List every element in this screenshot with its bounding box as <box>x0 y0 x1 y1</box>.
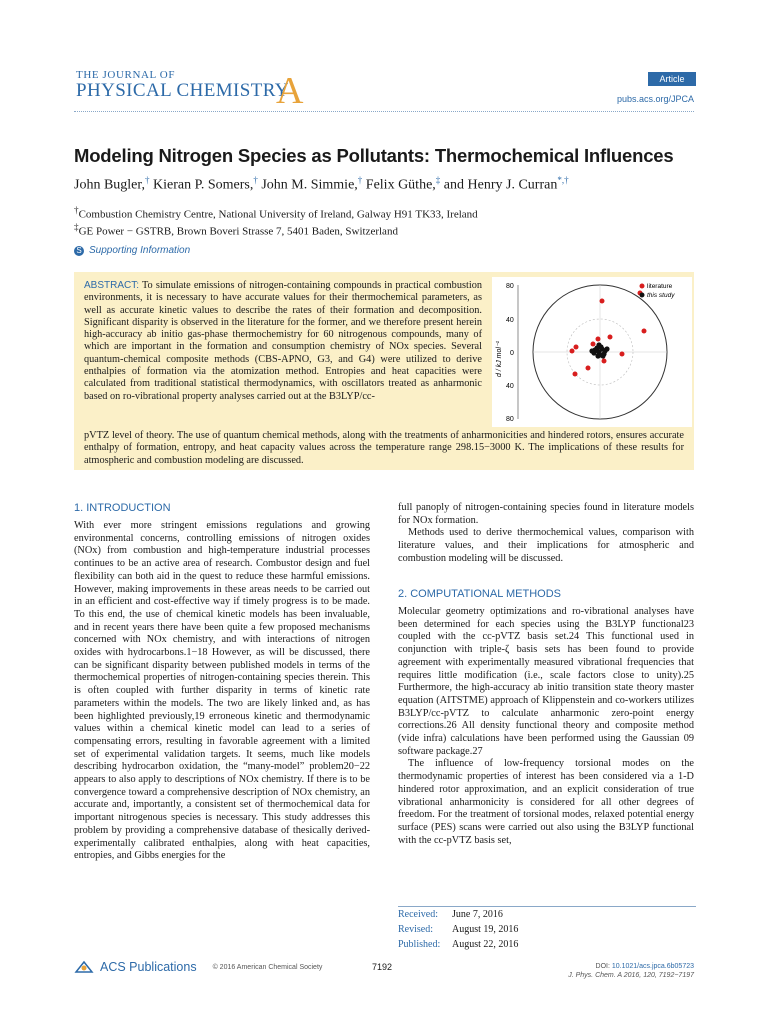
literature-point <box>596 337 601 342</box>
journal-name-small: THE JOURNAL OF <box>76 69 176 81</box>
publisher-name: ACS Publications <box>100 960 197 974</box>
author-affil-mark: † <box>145 175 150 185</box>
author-affil-mark: † <box>357 175 363 185</box>
author-name[interactable]: John Bugler, <box>74 177 145 193</box>
article-title: Modeling Nitrogen Species as Pollutants: Thermochemical Influences <box>74 145 674 166</box>
abstract-part1 <box>84 280 482 403</box>
literature-point <box>620 352 625 357</box>
this-study-point <box>596 342 601 347</box>
literature-point <box>591 342 596 347</box>
literature-point <box>570 349 575 354</box>
revised-row: Revised: August 19, 2016 <box>398 924 519 935</box>
dates-box <box>398 906 696 957</box>
copyright: © 2016 American Chemical Society <box>212 963 323 971</box>
intro-paragraph: With ever more stringent emissions regulations and growing environmental concerns, controlling emissions of nitrogen oxides (NOx) from combustion and high-temperature industrial processes continues to be an active area of research. Combustor design and fuel flexibility can both aid in the quest to reduce these harmful emissions. However, making improvements in these areas needs to be carried out in an efficient and cost-effective way if timely progress is to be made. To this end, the use of chemical kinetic models has been invaluable, and in recent years there have been quite a few proposed mechanisms concerned with NOx chemistry, and with interactions of nitrogen oxides with hydrocarbons.1−18 However, as will be discussed, there can be significant disparity between published models in terms of the thermochemical properties of nitrogen-containing species therein. This is often coupled with further disparity in terms of kinetic rate parameters within the models. The two are likely linked and, as has been highlighted previously,19 erroneous kinetic and thermodynamic values within a chemical kinetic model can lead to a series of compensating errors, resulting in favorable agreement with a limited set of experimental validation targets. It seems, much like models describing hydrocarbon oxidation, the “many-model” problem20−22 appears to also apply to descriptions of NOx chemistry. If there is to be convergence toward a comprehensive description of NOx chemistry, an accurate and, importantly, a consistent set of thermochemical data for important nitrogenous species is necessary. This study addresses this problem by providing a comprehensive database of thesically derived-experimentally calibrated enthalpies, along with heat capacities, entropies, and Gibbs energies for the <box>74 520 370 862</box>
affil-text: GE Power − GSTRB, Brown Boveri Strasse 7, 5401 Baden, Switzerland <box>78 225 398 238</box>
tick-label: 80 <box>506 416 514 423</box>
paragraph: Methods used to derive thermochemical values, comparison with literature values, and their implications for atmospheric and combustion modeling will be discussed. <box>398 527 694 564</box>
this-study-point <box>600 353 605 358</box>
supporting-info-icon: S <box>74 246 84 256</box>
author-affil-mark: † <box>253 175 258 185</box>
this-study-point <box>589 348 594 353</box>
abstract-text: To simulate emissions of nitrogen-containing compounds in practical combustion environments, it is necessary to have accurate values for their thermochemical parameters, as well as accurate kinetic values to describe the rates of their formation and decomposition. Significant disparity is observed in the literature for the former, and we therefore present herein high-accuracy ab initio gas-phase thermochemistry for 60 nitrogenous compounds, many of which are important in the formation and consumption chemistry of NOx species. Several quantum-chemical composite methods (CBS-APNO, G3, and G4) were utilized to derive enthalpies of formation via the atomization method. Entropies and heat capacities were calculated from traditional statistical thermodynamics, with oscillators treated as anharmonic based on ro-vibrational property analyses carried out at the B3LYP/cc- <box>84 280 482 402</box>
header-divider <box>74 111 694 112</box>
journal-url-link[interactable]: pubs.acs.org/JPCA <box>616 94 694 104</box>
article-type-badge: Article <box>648 72 696 86</box>
y-axis-label: d / kJ mol⁻¹ <box>496 341 503 377</box>
polar-scatter-figure <box>492 277 692 427</box>
legend-marker <box>640 284 645 289</box>
citation: J. Phys. Chem. A 2016, 120, 7192−7197 <box>568 972 694 979</box>
affiliation <box>74 222 694 238</box>
literature-points <box>570 291 647 377</box>
author-name[interactable]: Felix Güthe, <box>365 177 436 193</box>
author-name[interactable]: Kieran P. Somers, <box>153 177 254 193</box>
abstract-part2: pVTZ level of theory. The use of quantum chemical methods, along with the treatments of anharmonicities and hindered rotors, ensures accurate enthalpy of formation, entropy, and heat capacity values across the temperature range 298.15−3000 K. The implications of these results for atmospheric and combustion modeling are discussed. <box>84 430 684 466</box>
paragraph: The influence of low-frequency torsional modes on the thermodynamic properties of interest has been considered via a 1-D hindered rotor approximation, and an explicit consideration of true vibrational anharmonicity is considered for all other degrees of freedom. For the treatment of torsional modes, relaxed potential energy surface (PES) scans were carried out also using the B3LYP functional with the cc-pVTZ basis set, <box>398 758 694 846</box>
affil-mark: ‡ <box>74 222 79 232</box>
literature-point <box>573 372 578 377</box>
supporting-info-label: Supporting Information <box>89 245 191 256</box>
affiliation <box>74 205 694 221</box>
author-affil-mark: ‡ <box>435 175 441 185</box>
abstract-label: ABSTRACT: <box>84 280 140 291</box>
paragraph: Molecular geometry optimizations and ro-vibrational analyses have been determined for each species using the B3LYP functional23 coupled with the cc-pVTZ basis set.24 This functional used in conjunction with triple-ζ basis sets has been found to provide agreement with experimentally measured vibrational frequencies that requires little modification (i.e., scale factors close to unity).25 Furthermore, the high-accuracy ab initio transition state theory master equation (AITSTME) approach of Klippenstein and co-workers utilizes B3LYP/cc-pVTZ to calculate anharmonic zero-point energy corrections.26 All density functional theory and composite method (vide infra) calculations have been performed using the Gaussian 09 software package.27 <box>398 606 694 757</box>
acs-logo-icon <box>74 960 94 974</box>
published-row: Published: August 22, 2016 <box>398 939 519 950</box>
literature-point <box>642 329 647 334</box>
section-heading: 2. COMPUTATIONAL METHODS <box>398 588 561 600</box>
affil-text: Combustion Chemistry Centre, National University of Ireland, Galway H91 TK33, Ireland <box>78 208 478 221</box>
journal-logo <box>76 70 306 110</box>
literature-point <box>608 335 613 340</box>
legend-marker <box>640 293 645 298</box>
acs-logo[interactable] <box>74 960 322 974</box>
intro-column <box>74 520 370 863</box>
page-number: 7192 <box>372 962 393 972</box>
received-row: Received: June 7, 2016 <box>398 909 503 920</box>
this-study-point <box>604 346 609 351</box>
paragraph: full panoply of nitrogen-containing species found in literature models for NOx formation. <box>398 502 694 526</box>
author-name[interactable]: and Henry J. Curran <box>443 177 558 193</box>
tick-label: 40 <box>506 383 514 390</box>
literature-point <box>574 345 579 350</box>
tick-label: 40 <box>506 317 514 324</box>
supporting-info-link[interactable] <box>74 245 190 256</box>
legend-label: this study <box>647 292 675 299</box>
legend-label: literature <box>647 283 673 290</box>
author-name[interactable]: John M. Simmie, <box>261 177 358 193</box>
tick-label: 0 <box>510 350 514 357</box>
doi-link[interactable]: 10.1021/acs.jpca.6b05723 <box>611 963 694 970</box>
literature-point <box>602 359 607 364</box>
journal-letter: A <box>276 70 304 112</box>
section-heading: 1. INTRODUCTION <box>74 502 171 514</box>
author-list <box>74 175 694 194</box>
right-column-top <box>398 502 694 566</box>
methods-column <box>398 606 694 847</box>
literature-point <box>600 299 605 304</box>
author-affil-mark: *,† <box>557 175 569 185</box>
tick-label: 80 <box>506 283 514 290</box>
literature-point <box>586 366 591 371</box>
doi-block: DOI: 10.1021/acs.jpca.6b05723 J. Phys. Chem. A 2016, 120, 7192−7197 <box>568 963 694 979</box>
toc-graphic <box>492 277 692 427</box>
journal-name-big: PHYSICAL CHEMISTRY <box>76 80 289 101</box>
affil-mark: † <box>74 205 79 215</box>
